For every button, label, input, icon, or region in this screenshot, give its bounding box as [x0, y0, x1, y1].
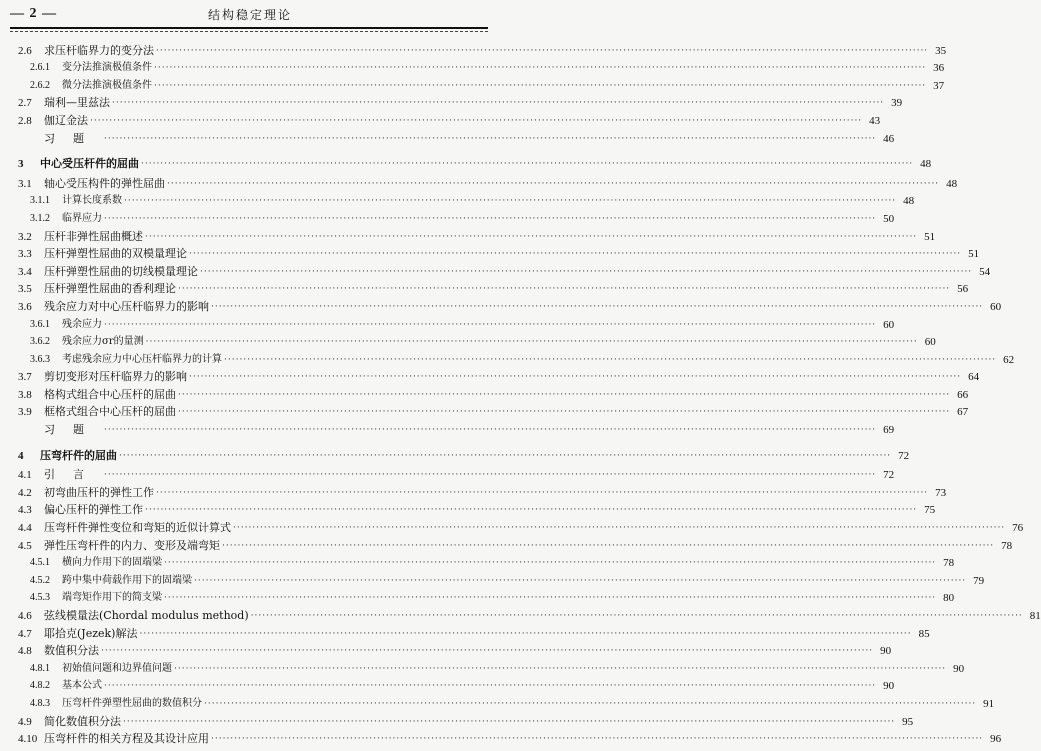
dot-leader: ········································································································································································································: [104, 681, 877, 692]
toc-entry-number: 3.1.1: [30, 195, 50, 207]
toc-entry[interactable]: [18, 314, 895, 332]
toc-entry-number: 3: [18, 158, 24, 171]
toc-entry-title: 跨中集中荷载作用下的固端梁: [62, 574, 192, 586]
toc-entry-number: 4.5: [18, 539, 32, 552]
toc-entry-number: 4.6: [18, 610, 32, 622]
page-number: — 2 —: [10, 6, 57, 21]
toc-entry-page: 43: [869, 114, 881, 127]
toc-entry-page: 72: [883, 469, 895, 482]
dot-leader: ········································································································································································································: [139, 628, 912, 639]
toc-entry-page: 80: [943, 592, 955, 605]
toc-entry-page: 60: [883, 318, 895, 331]
toc-entry-number: 3.9: [18, 406, 32, 419]
toc-entry-title: 压弯杆件弹性变位和弯矩的近似计算式: [44, 521, 231, 535]
toc-entry-title: 习题: [44, 131, 102, 145]
toc-entry-page: 48: [920, 158, 932, 171]
toc-entry[interactable]: [18, 349, 1015, 367]
toc-entry[interactable]: [18, 261, 991, 279]
toc-entry[interactable]: [18, 570, 985, 588]
toc-entry-number: 3.2: [18, 230, 32, 243]
toc-entry-page: 54: [979, 265, 991, 278]
toc-entry-title: 压杆弹塑性屈曲的香利理论: [44, 282, 176, 296]
dot-leader: ········································································································································································································: [224, 354, 997, 365]
toc-entry-page: 81: [1029, 610, 1041, 622]
toc-entry[interactable]: [18, 535, 1013, 553]
dot-leader: ········································································································································································································: [90, 115, 863, 126]
toc-entry-number: 3.6.3: [30, 353, 50, 365]
toc-entry[interactable]: [18, 402, 969, 420]
dot-leader: ········································································································································································································: [145, 337, 918, 348]
dot-leader: ········································································································································································································: [204, 698, 977, 709]
toc-entry-number: 4.8.1: [30, 662, 50, 674]
toc-entry-page: 75: [924, 504, 936, 517]
dot-leader: ········································································································································································································: [189, 249, 962, 260]
toc-entry-page: 48: [946, 177, 958, 190]
toc-entry-title: 横向力作用下的固端梁: [62, 557, 162, 569]
dot-leader: ········································································································································································································: [104, 319, 877, 330]
toc-entry-title: 引言: [44, 468, 102, 482]
dot-leader: ········································································································································································································: [174, 663, 947, 674]
toc-entry-number: 2.8: [18, 114, 32, 127]
toc-entry[interactable]: [18, 332, 936, 350]
toc-entry[interactable]: [18, 296, 1002, 314]
toc-entry-page: 67: [957, 406, 969, 419]
toc-entry-number: 4.9: [18, 715, 32, 728]
toc-entry-page: 85: [918, 627, 930, 640]
toc-entry-number: 4.5.1: [30, 557, 50, 569]
toc-entry-number: 4: [18, 449, 24, 462]
dot-leader: ········································································································································································································: [178, 407, 951, 418]
toc-entry-number: 4.7: [18, 627, 32, 640]
toc-entry[interactable]: [18, 128, 895, 146]
dot-leader: ········································································································································································································: [156, 45, 929, 56]
toc-entry-title: 压弯杆件弹塑性屈曲的数值积分: [62, 697, 202, 709]
toc-entry-page: 72: [898, 449, 910, 462]
toc-entry-title: 偏心压杆的弹性工作: [44, 503, 143, 517]
toc-entry-number: 3.5: [18, 283, 32, 296]
toc-entry-page: 90: [880, 645, 892, 658]
toc-entry-number: 3.4: [18, 265, 32, 278]
dot-leader: ········································································································································································································: [178, 389, 951, 400]
dot-leader: ········································································································································································································: [156, 487, 929, 498]
dot-leader: ········································································································································································································: [189, 372, 962, 383]
toc-entry-page: 64: [968, 371, 980, 384]
toc-entry[interactable]: [18, 367, 980, 385]
dot-leader: ········································································································································································································: [104, 425, 877, 436]
toc-entry-page: 95: [902, 715, 914, 728]
dot-leader: ········································································································································································································: [154, 63, 927, 74]
toc-entry[interactable]: [18, 93, 903, 111]
toc-entry[interactable]: [18, 173, 958, 191]
toc-entry-title: 临界应力: [62, 212, 102, 224]
toc-entry-page: 90: [953, 662, 965, 675]
toc-entry-number: 4.3: [18, 504, 32, 517]
toc-entry-page: 56: [957, 283, 969, 296]
toc-entry-number: 4.4: [18, 522, 32, 535]
toc-entry[interactable]: [18, 658, 965, 676]
toc-entry-page: 60: [990, 300, 1002, 313]
toc-entry[interactable]: [18, 693, 995, 711]
toc-entry[interactable]: [18, 641, 892, 659]
header-dashed-rule: [10, 31, 488, 32]
toc-entry-title: 变分法推演极值条件: [62, 62, 152, 74]
toc-entry-title: 压杆弹塑性屈曲的切线模量理论: [44, 264, 198, 278]
toc-entry-page: 60: [924, 336, 936, 349]
toc-entry-number: 4.8.2: [30, 680, 50, 692]
toc-entry-number: 4.1: [18, 469, 32, 482]
toc-entry-page: 69: [883, 424, 895, 437]
toc-entry[interactable]: [18, 40, 947, 58]
toc-entry[interactable]: [18, 676, 895, 694]
toc-entry-title: 残余应力对中心压杆临界力的影响: [44, 299, 209, 313]
toc-entry-page: 37: [933, 79, 945, 92]
toc-entry-title: 考虑残余应力中心压杆临界力的计算: [62, 353, 222, 365]
toc-entry-number: 3.6.2: [30, 336, 50, 348]
toc-entry-number: 2.6.2: [30, 79, 50, 91]
toc-entry[interactable]: [18, 226, 936, 244]
table-of-contents: [18, 40, 1041, 746]
toc-entry-number: 4.5.3: [30, 592, 50, 604]
dot-leader: ········································································································································································································: [119, 450, 892, 461]
toc-entry-page: 39: [891, 97, 903, 110]
toc-entry-page: 51: [968, 248, 980, 261]
toc-entry-title: 简化数值积分法: [44, 714, 121, 728]
dot-leader: ········································································································································································································: [194, 575, 967, 586]
toc-entry[interactable]: [18, 58, 945, 76]
dot-leader: ········································································································································································································: [123, 716, 896, 727]
dot-leader: ········································································································································································································: [250, 611, 1023, 621]
toc-entry[interactable]: [18, 500, 936, 518]
toc-entry-title: 压弯杆件的屈曲: [40, 448, 117, 462]
toc-entry-title: 压杆非弹性屈曲概述: [44, 229, 143, 243]
toc-entry-title: 耶拾克(Jezek)解法: [44, 626, 138, 640]
dot-leader: ········································································································································································································: [101, 646, 874, 657]
toc-entry[interactable]: [18, 482, 947, 500]
toc-entry[interactable]: [18, 75, 945, 93]
toc-entry-page: 79: [973, 574, 985, 587]
dot-leader: ········································································································································································································: [178, 284, 951, 295]
toc-entry-page: 96: [990, 733, 1002, 746]
toc-entry-page: 36: [933, 62, 945, 75]
toc-entry-title: 压弯杆件的相关方程及其设计应用: [44, 732, 209, 746]
toc-entry-title: 框格式组合中心压杆的屈曲: [44, 405, 176, 419]
toc-entry-title: 初始值问题和边界值问题: [62, 662, 172, 674]
toc-entry-page: 35: [935, 44, 947, 57]
toc-entry-page: 90: [883, 680, 895, 693]
dot-leader: ········································································································································································································: [124, 196, 897, 207]
toc-entry[interactable]: [18, 208, 895, 226]
toc-entry-number: 3.7: [18, 371, 32, 384]
toc-entry-page: 78: [943, 557, 955, 570]
toc-entry[interactable]: [18, 588, 955, 606]
dot-leader: ········································································································································································································: [233, 523, 1006, 534]
toc-entry-title: 基本公式: [62, 680, 102, 692]
toc-entry[interactable]: [18, 419, 895, 437]
toc-entry-number: 3.1: [18, 177, 32, 190]
dot-leader: ········································································································································································································: [112, 98, 885, 109]
toc-entry-title: 残余应力: [62, 318, 102, 330]
toc-entry-page: 78: [1001, 539, 1013, 552]
toc-entry-page: 50: [883, 212, 895, 225]
toc-chapter-entry[interactable]: [18, 154, 932, 172]
toc-entry-number: 3.3: [18, 248, 32, 261]
toc-entry-title: 压杆弹塑性屈曲的双模量理论: [44, 247, 187, 261]
running-header: [0, 0, 500, 30]
dot-leader: ········································································································································································································: [200, 266, 973, 277]
toc-entry-page: 51: [924, 230, 936, 243]
toc-entry-title: 中心受压杆件的屈曲: [40, 157, 139, 171]
dot-leader: ········································································································································································································: [167, 178, 940, 189]
dot-leader: ········································································································································································································: [164, 593, 937, 604]
dot-leader: ········································································································································································································: [141, 159, 914, 170]
dot-leader: ········································································································································································································: [104, 213, 877, 224]
dot-leader: ········································································································································································································: [164, 558, 937, 569]
header-rule: [10, 27, 488, 29]
toc-entry-page: 62: [1003, 353, 1015, 366]
toc-entry-title: 轴心受压构件的弹性屈曲: [44, 176, 165, 190]
toc-entry[interactable]: [18, 605, 1041, 623]
toc-entry-number: 3.8: [18, 388, 32, 401]
toc-entry-number: 4.5.2: [30, 574, 50, 586]
toc-entry-number: 4.2: [18, 486, 32, 499]
dot-leader: ········································································································································································································: [211, 301, 984, 312]
toc-entry[interactable]: [18, 623, 930, 641]
dot-leader: ········································································································································································································: [145, 231, 918, 242]
toc-entry[interactable]: [18, 465, 895, 483]
toc-entry-number: 3.6: [18, 300, 32, 313]
toc-chapter-entry[interactable]: [18, 445, 910, 463]
toc-entry-number: 2.7: [18, 97, 32, 110]
toc-entry-title: 残余应力σr的量测: [62, 336, 144, 348]
toc-entry-title: 初弯曲压杆的弹性工作: [44, 485, 154, 499]
toc-entry-title: 计算长度系数: [62, 195, 122, 207]
toc-entry[interactable]: [18, 191, 915, 209]
toc-entry-title: 剪切变形对压杆临界力的影响: [44, 370, 187, 384]
toc-entry[interactable]: [18, 517, 1024, 535]
toc-entry[interactable]: [18, 553, 955, 571]
toc-entry-number: 3.1.2: [30, 212, 50, 224]
toc-entry-page: 48: [903, 195, 915, 208]
toc-entry[interactable]: [18, 279, 969, 297]
toc-entry-title: 格构式组合中心压杆的屈曲: [44, 387, 176, 401]
dot-leader: ········································································································································································································: [145, 505, 918, 516]
dot-leader: ········································································································································································································: [104, 133, 877, 144]
toc-entry-title: 微分法推演极值条件: [62, 79, 152, 91]
toc-entry-number: 4.8: [18, 645, 32, 658]
toc-entry-title: 习题: [44, 423, 102, 437]
toc-entry-title: 端弯矩作用下的简支梁: [62, 592, 162, 604]
toc-entry-number: 4.8.3: [30, 697, 50, 709]
toc-entry-title: 数值积分法: [44, 644, 99, 658]
toc-entry-title: 弹性压弯杆件的内力、变形及端弯矩: [44, 538, 220, 552]
toc-entry-title: 伽辽金法: [44, 113, 88, 127]
toc-entry[interactable]: [18, 711, 914, 729]
toc-entry[interactable]: [18, 244, 980, 262]
running-title: 结构稳定理论: [207, 8, 292, 22]
toc-entry-page: 46: [883, 132, 895, 145]
toc-entry[interactable]: [18, 384, 969, 402]
toc-entry-page: 91: [983, 697, 995, 710]
toc-entry-title: 瑞利—里兹法: [44, 96, 110, 110]
toc-entry-number: 2.6: [18, 44, 32, 57]
toc-entry-number: 2.6.1: [30, 62, 50, 74]
toc-entry[interactable]: [18, 729, 1002, 747]
toc-entry-number: 3.6.1: [30, 318, 50, 330]
toc-entry-page: 76: [1012, 522, 1024, 535]
dot-leader: ········································································································································································································: [211, 734, 984, 745]
dot-leader: ········································································································································································································: [222, 540, 995, 551]
toc-entry-number: 4.10: [18, 733, 38, 746]
toc-entry[interactable]: [18, 110, 881, 128]
dot-leader: ········································································································································································································: [154, 80, 927, 91]
toc-entry-page: 66: [957, 388, 969, 401]
dot-leader: ········································································································································································································: [104, 470, 877, 481]
toc-entry-page: 73: [935, 486, 947, 499]
toc-entry-title: 求压杆临界力的变分法: [44, 43, 154, 57]
toc-entry-title: 弦线模量法(Chordal modulus method): [44, 609, 249, 622]
